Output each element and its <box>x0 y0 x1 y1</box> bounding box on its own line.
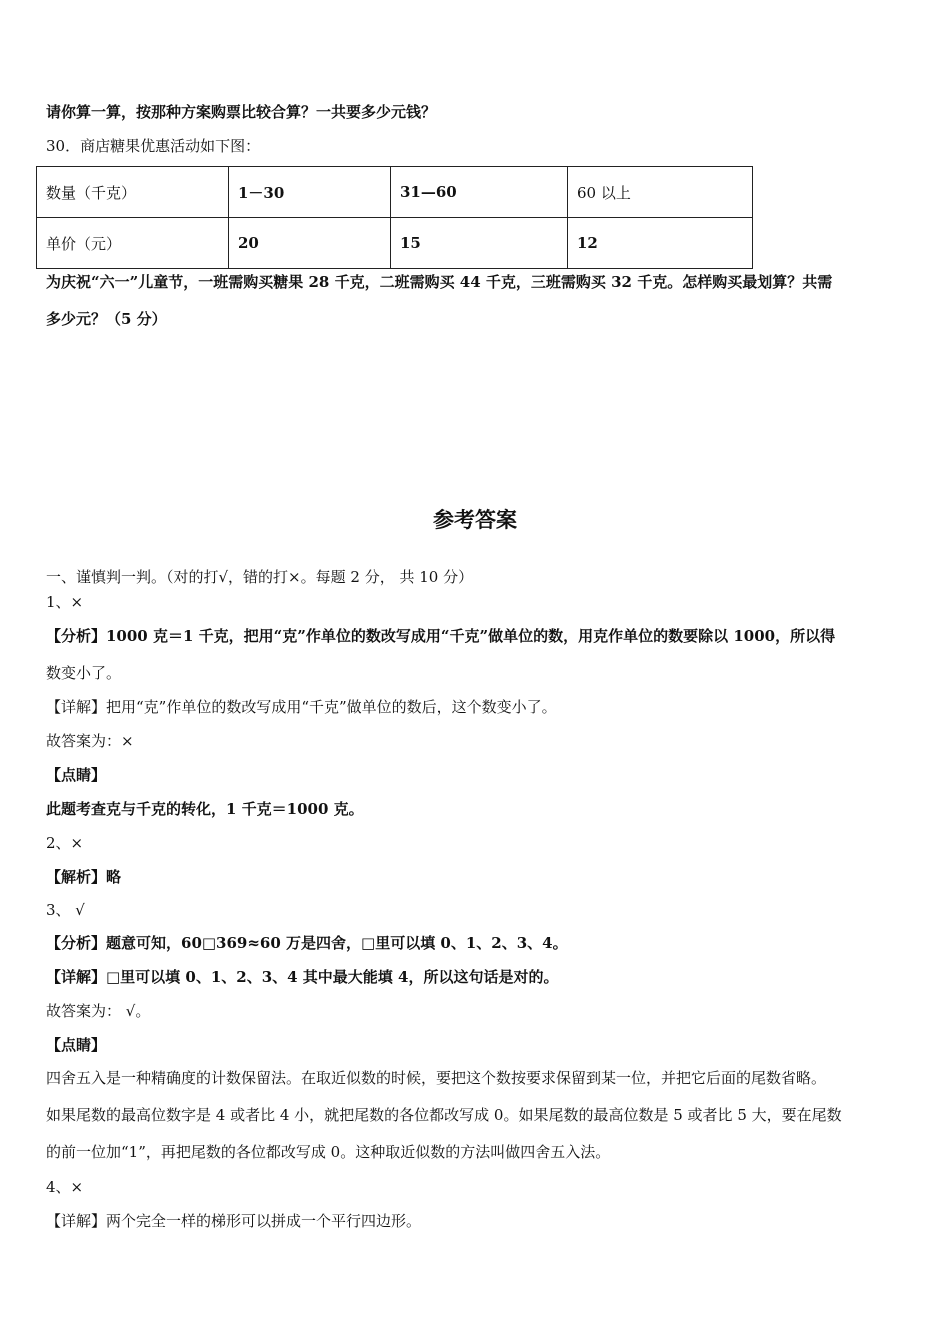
table-row <box>37 218 753 269</box>
table-cell: 12 <box>568 218 753 269</box>
answer-line: 【点睛】 <box>46 1036 107 1054</box>
table-cell: 1－30 <box>229 167 391 218</box>
q30-intro: 30．商店糖果优惠活动如下图： <box>46 137 261 155</box>
answers-title: 参考答案 <box>433 508 517 532</box>
answer-line: 如果尾数的最高位数字是 4 或者比 4 小，就把尾数的各位都改写成 0。如果尾数的最高位数是 5 或者比 5 大，要在尾数 <box>46 1106 842 1124</box>
answer-line: 2、× <box>46 834 84 852</box>
answer-line: 【分析】题意可知，60□369≈60 万是四舍，□里可以填 0、1、2、3、4。 <box>46 934 568 952</box>
answer-line: 数变小了。 <box>46 664 122 682</box>
answer-line: 【详解】两个完全一样的梯形可以拼成一个平行四边形。 <box>46 1212 422 1230</box>
answer-line: 【详解】把用“克”作单位的数改写成用“千克”做单位的数后，这个数变小了。 <box>46 698 557 716</box>
answer-line: 4、× <box>46 1178 84 1196</box>
answer-line: 【分析】1000 克＝1 千克，把用“克”作单位的数改写成用“千克”做单位的数，用克作单位的数要除以 1000，所以得 <box>46 627 836 645</box>
answer-line: 3、 √ <box>46 901 85 919</box>
answer-line: 故答案为：× <box>46 732 134 750</box>
q30-question-line-2: 多少元？（5 分） <box>46 310 167 328</box>
q29-tail-text: 请你算一算，按那种方案购票比较合算？一共要多少元钱？ <box>46 103 437 121</box>
answer-line: 此题考查克与千克的转化，1 千克＝1000 克。 <box>46 800 364 818</box>
answer-line: 【详解】□里可以填 0、1、2、3、4 其中最大能填 4，所以这句话是对的。 <box>46 968 559 986</box>
table-cell: 60 以上 <box>568 167 753 218</box>
answer-line: 故答案为： √。 <box>46 1002 151 1020</box>
answer-line: 【点睛】 <box>46 766 107 784</box>
answer-line: 【解析】略 <box>46 868 122 886</box>
table-row <box>37 167 753 218</box>
table-cell: 31—60 <box>391 167 568 218</box>
price-table <box>36 166 753 269</box>
section1-heading: 一、谨慎判一判。（对的打√，错的打×。每题 2 分， 共 10 分） <box>46 568 474 586</box>
answer-line: 四舍五入是一种精确度的计数保留法。在取近似数的时候，要把这个数按要求保留到某一位，并把它后面的尾数省略。 <box>46 1069 827 1087</box>
table-cell: 单价（元） <box>37 218 229 269</box>
table-cell: 数量（千克） <box>37 167 229 218</box>
answer-line: 1、× <box>46 593 84 611</box>
q30-question-line-1: 为庆祝“六一”儿童节，一班需购买糖果 28 千克，二班需购买 44 千克，三班需购买 32 千克。怎样购买最划算？共需 <box>46 273 833 291</box>
answer-line: 的前一位加“1”，再把尾数的各位都改写成 0。这种取近似数的方法叫做四舍五入法。 <box>46 1143 611 1161</box>
table-cell: 15 <box>391 218 568 269</box>
table-cell: 20 <box>229 218 391 269</box>
